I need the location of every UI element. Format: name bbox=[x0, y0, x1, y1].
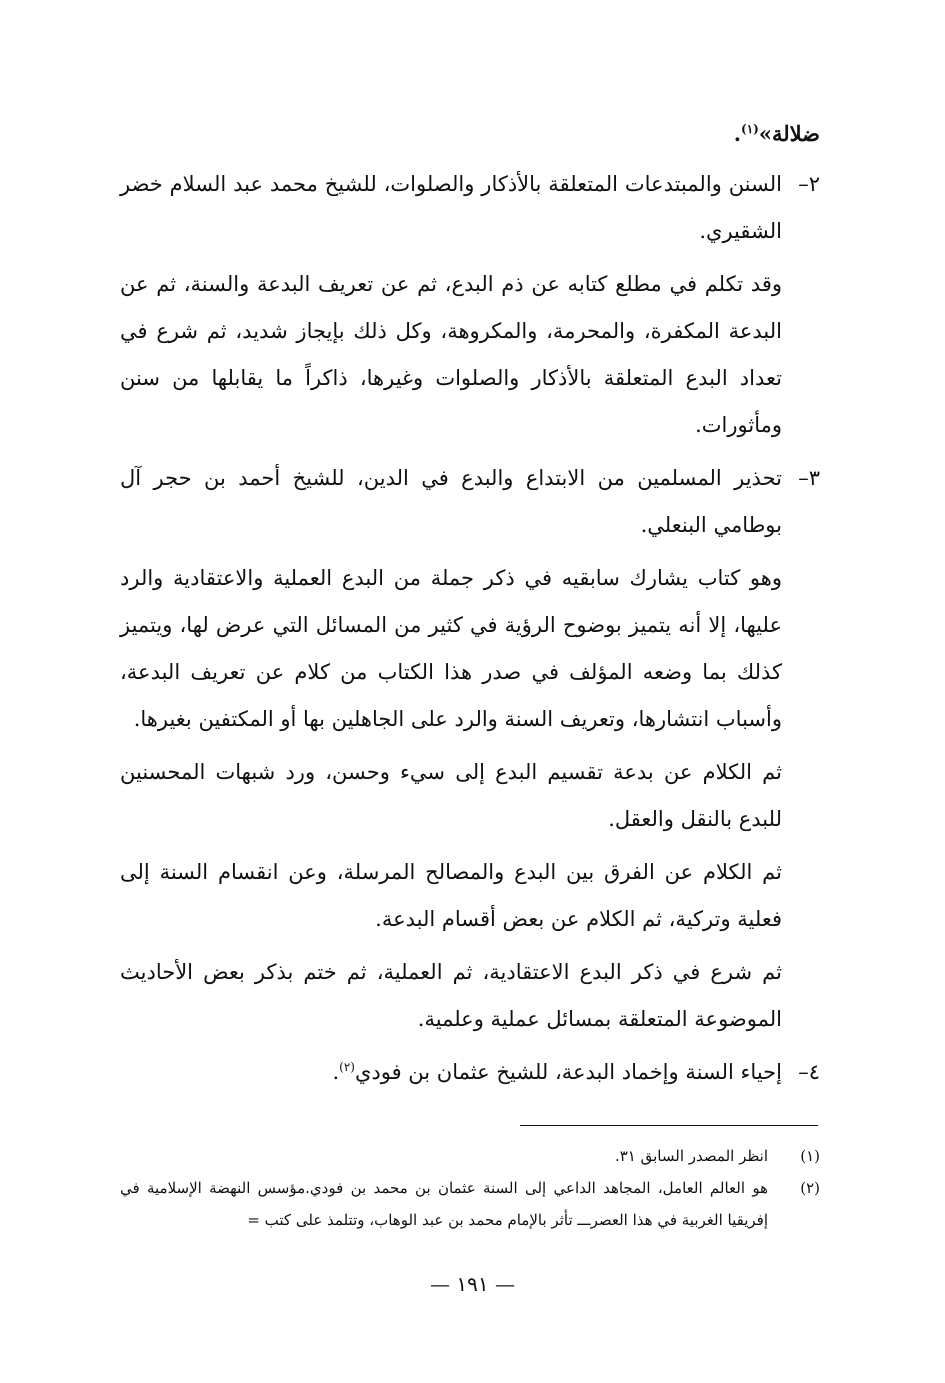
item-number-2: ٢– bbox=[798, 172, 820, 196]
footnote-1-number: (١) bbox=[800, 1147, 820, 1165]
item-3-paragraph-2: ثم الكلام عن بدعة تقسيم البدع إلى سيء وحسن، ورد شبهات المحسنين للبدع بالنقل والعقل. bbox=[120, 760, 782, 831]
footnote-2-text: هو العالم العامل، المجاهد الداعي إلى السنة عثمان بن محمد بن فودي.مؤسس النهضة الإسلامية في إفريقيا الغربية في هذا العصرـــ تأثر بالإمام محمد بن عبد الوهاب، وتتلمذ على كتب = bbox=[120, 1179, 768, 1229]
list-item-4 bbox=[120, 1049, 820, 1096]
intro-text: ضلالة» bbox=[758, 121, 820, 146]
item-number-4: ٤– bbox=[798, 1060, 820, 1084]
footnote-1-text: انظر المصدر السابق ٣١. bbox=[614, 1147, 768, 1165]
list-item-3 bbox=[120, 455, 820, 549]
footnote-divider bbox=[520, 1125, 818, 1126]
item-number-3: ٣– bbox=[798, 466, 820, 490]
item-3-paragraph-3: ثم الكلام عن الفرق بين البدع والمصالح المرسلة، وعن انقسام السنة إلى فعلية وتركية، ثم الكلام عن بعض أقسام البدعة. bbox=[120, 860, 782, 931]
footnote-2-number: (٢) bbox=[800, 1179, 820, 1197]
item-3-paragraph-4: ثم شرع في ذكر البدع الاعتقادية، ثم العملية، ثم ختم بذكر بعض الأحاديث الموضوعة المتعلقة بمسائل عملية وعلمية. bbox=[120, 960, 782, 1031]
item-2-paragraph-1: وقد تكلم في مطلع كتابه عن ذم البدع، ثم عن تعريف البدعة والسنة، ثم عن البدعة المكفرة، والمحرمة، والمكروهة، وكل ذلك بإيجاز شديد، ثم شرع في تعداد البدع المتعلقة بالأذكار والصلوات وغيرها، ذاكراً ما يقابلها من سنن ومأثورات. bbox=[120, 272, 782, 437]
main-text bbox=[120, 110, 820, 1096]
footnotes bbox=[120, 1140, 820, 1236]
footnote-marker-1: (١) bbox=[741, 122, 759, 136]
item-title-2: السنن والمبتدعات المتعلقة بالأذكار والصلوات، للشيخ محمد عبد السلام خضر الشقيري. bbox=[120, 172, 782, 243]
intro-line bbox=[120, 110, 820, 157]
item-title-3: تحذير المسلمين من الابتداع والبدع في الدين، للشيخ أحمد بن حجر آل بوطامي البنعلي. bbox=[120, 466, 782, 537]
page-number: — ١٩١ — bbox=[430, 1272, 515, 1296]
footnote-1 bbox=[120, 1140, 820, 1172]
list-item-2 bbox=[120, 161, 820, 255]
footnote-marker-2: (٢) bbox=[339, 1060, 355, 1074]
intro-end: . bbox=[733, 121, 742, 146]
item-title-4-text: إحياء السنة وإخماد البدعة، للشيخ عثمان بن فودي bbox=[354, 1060, 782, 1084]
item-title-4 bbox=[120, 1049, 782, 1096]
footnote-2 bbox=[120, 1172, 820, 1236]
item-title-4-end: . bbox=[332, 1060, 340, 1084]
item-3-paragraph-1: وهو كتاب يشارك سابقيه في ذكر جملة من البدع العملية والاعتقادية والرد عليها، إلا أنه يتميز بوضوح الرؤية في كثير من المسائل التي عرض لها، ويتميز كذلك بما وضعه المؤلف في صدر هذا الكتاب من كلام عن تعريف البدعة، وأسباب انتشارها، وتعريف السنة والرد على الجاهلين بها أو المكتفين بغيرها. bbox=[120, 566, 782, 731]
